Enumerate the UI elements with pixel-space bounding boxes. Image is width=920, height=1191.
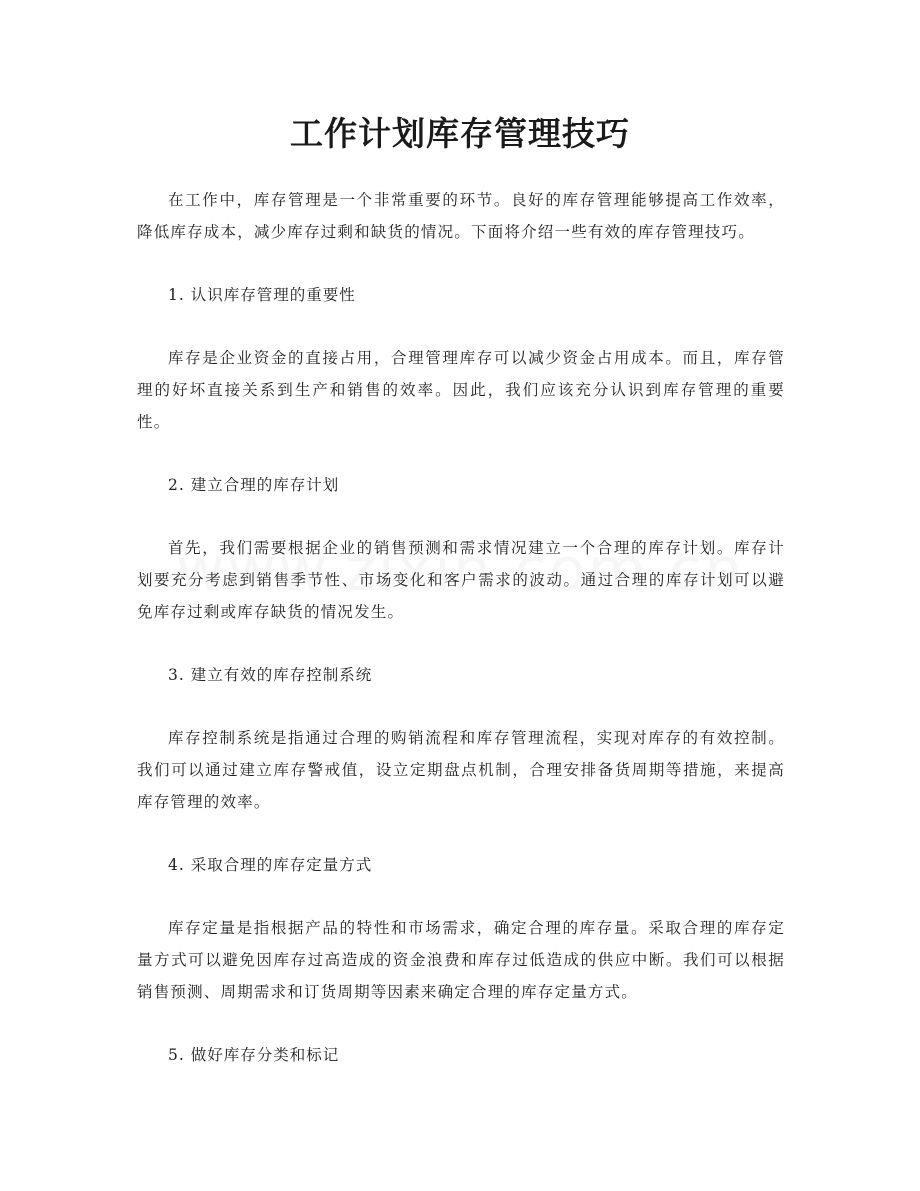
section-heading-1: 1. 认识库存管理的重要性 — [168, 286, 356, 304]
section-paragraph-2: 首先，我们需要根据企业的销售预测和需求情况建立一个合理的库存计划。库存计划要充分考虑到销售季节性、市场变化和客户需求的波动。通过合理的库存计划可以避免库存过剩或库存缺货的情况发生。 — [137, 539, 785, 621]
section-heading-3: 3. 建立有效的库存控制系统 — [168, 666, 373, 684]
document-body — [137, 184, 785, 1102]
section-heading-4: 4. 采取合理的库存定量方式 — [168, 856, 373, 874]
section-paragraph-1: 库存是企业资金的直接占用，合理管理库存可以减少资金占用成本。而且，库存管理的好坏直接关系到生产和销售的效率。因此，我们应该充分认识到库存管理的重要性。 — [137, 349, 785, 431]
section-paragraph-4: 库存定量是指根据产品的特性和市场需求，确定合理的库存量。采取合理的库存定量方式可以避免因库存过高造成的资金浪费和库存过低造成的供应中断。我们可以根据销售预测、周期需求和订货周期等因素来确定合理的库存定量方式。 — [137, 919, 785, 1001]
section-heading-5: 5. 做好库存分类和标记 — [168, 1046, 340, 1064]
document-title: 工作计划库存管理技巧 — [290, 114, 630, 153]
intro-paragraph: 在工作中，库存管理是一个非常重要的环节。良好的库存管理能够提高工作效率，降低库存成本，减少库存过剩和缺货的情况。下面将介绍一些有效的库存管理技巧。 — [137, 191, 785, 241]
section-paragraph-3: 库存控制系统是指通过合理的购销流程和库存管理流程，实现对库存的有效控制。我们可以通过建立库存警戒值，设立定期盘点机制，合理安排备货周期等措施，来提高库存管理的效率。 — [137, 729, 785, 811]
section-heading-2: 2. 建立合理的库存计划 — [168, 476, 340, 494]
